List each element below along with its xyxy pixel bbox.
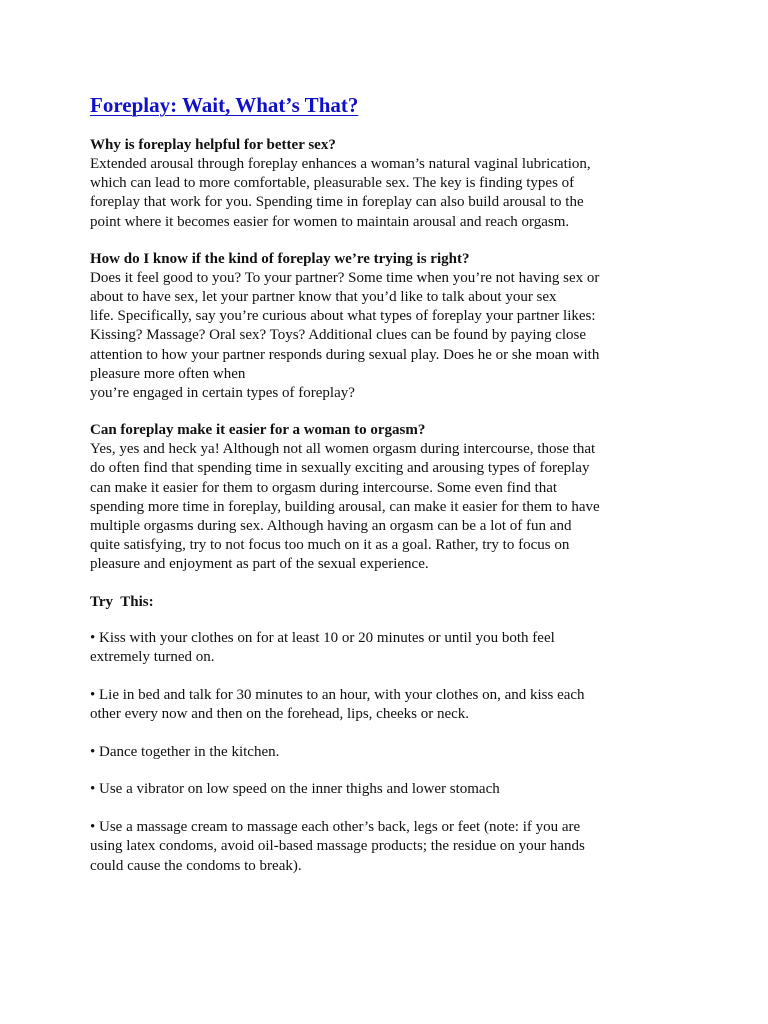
text-line: you’re engaged in certain types of foreplay? [90, 385, 355, 402]
text-line: can make it easier for them to orgasm during intercourse. Some even find that [90, 479, 558, 496]
bullet-line: other every now and then on the forehead, lips, cheeks or neck. [90, 706, 470, 723]
text-line: Kissing? Massage? Oral sex? Toys? Additional clues can be found by paying close [90, 327, 587, 344]
bullet-line: • Use a vibrator on low speed on the inner thighs and lower stomach [90, 781, 500, 798]
text-line: pleasure and enjoyment as part of the sexual experience. [90, 556, 429, 573]
text-line: spending more time in foreplay, building arousal, can make it easier for them to have [90, 498, 600, 515]
section-why [90, 136, 690, 232]
text-line: attention to how your partner responds during sexual play. Does he or she moan with [90, 346, 600, 363]
text-line: multiple orgasms during sex. Although having an orgasm can be a lot of fun and [90, 518, 572, 535]
text-line: Does it feel good to you? To your partner? Some time when you’re not having sex or [90, 269, 600, 286]
section-how [90, 250, 690, 403]
spacer [90, 575, 690, 593]
text-line: about to have sex, let your partner know that you’d like to talk about your sex [90, 289, 557, 306]
list-item [90, 780, 690, 800]
text-line: point where it becomes easier for women to maintain arousal and reach orgasm. [90, 213, 570, 230]
text-line: which can lead to more comfortable, pleasurable sex. The key is finding types of [90, 175, 575, 192]
document-title[interactable]: Foreplay: Wait, What’s That? [90, 93, 359, 117]
list-item [90, 686, 690, 725]
spacer [90, 403, 690, 421]
bullet-line: • Use a massage cream to massage each other’s back, legs or feet (note: if you are [90, 818, 581, 835]
text-line: quite satisfying, try to not focus too much on it as a goal. Rather, try to focus on [90, 537, 570, 554]
try-this-heading: Try This: [90, 593, 154, 610]
text-line: foreplay that work for you. Spending time in foreplay can also build arousal to the [90, 194, 584, 211]
bullet-line: • Dance together in the kitchen. [90, 743, 280, 760]
list-item [90, 818, 690, 877]
bullet-line: extremely turned on. [90, 649, 215, 666]
text-line: life. Specifically, say you’re curious about what types of foreplay your partner likes: [90, 308, 596, 325]
bullet-line: • Lie in bed and talk for 30 minutes to an hour, with your clothes on, and kiss each [90, 686, 585, 703]
spacer [90, 232, 690, 250]
list-item [90, 629, 690, 668]
bullet-line: could cause the condoms to break). [90, 857, 302, 874]
section-question: Can foreplay make it easier for a woman to orgasm? [90, 422, 426, 439]
document-page [90, 90, 690, 894]
section-question: How do I know if the kind of foreplay we’re trying is right? [90, 250, 470, 267]
list-item [90, 743, 690, 763]
text-line: pleasure more often when [90, 365, 246, 382]
text-line: Extended arousal through foreplay enhances a woman’s natural vaginal lubrication, [90, 156, 591, 172]
text-line: do often find that spending time in sexually exciting and arousing types of foreplay [90, 460, 590, 477]
spacer [90, 612, 690, 629]
section-can [90, 421, 690, 574]
bullet-line: • Kiss with your clothes on for at least 10 or 20 minutes or until you both feel [90, 629, 555, 646]
bullet-line: using latex condoms, avoid oil-based massage products; the residue on your hands [90, 838, 585, 855]
section-question: Why is foreplay helpful for better sex? [90, 137, 336, 153]
bullet-list [90, 629, 690, 877]
text-line: Yes, yes and heck ya! Although not all women orgasm during intercourse, those that [90, 441, 596, 458]
